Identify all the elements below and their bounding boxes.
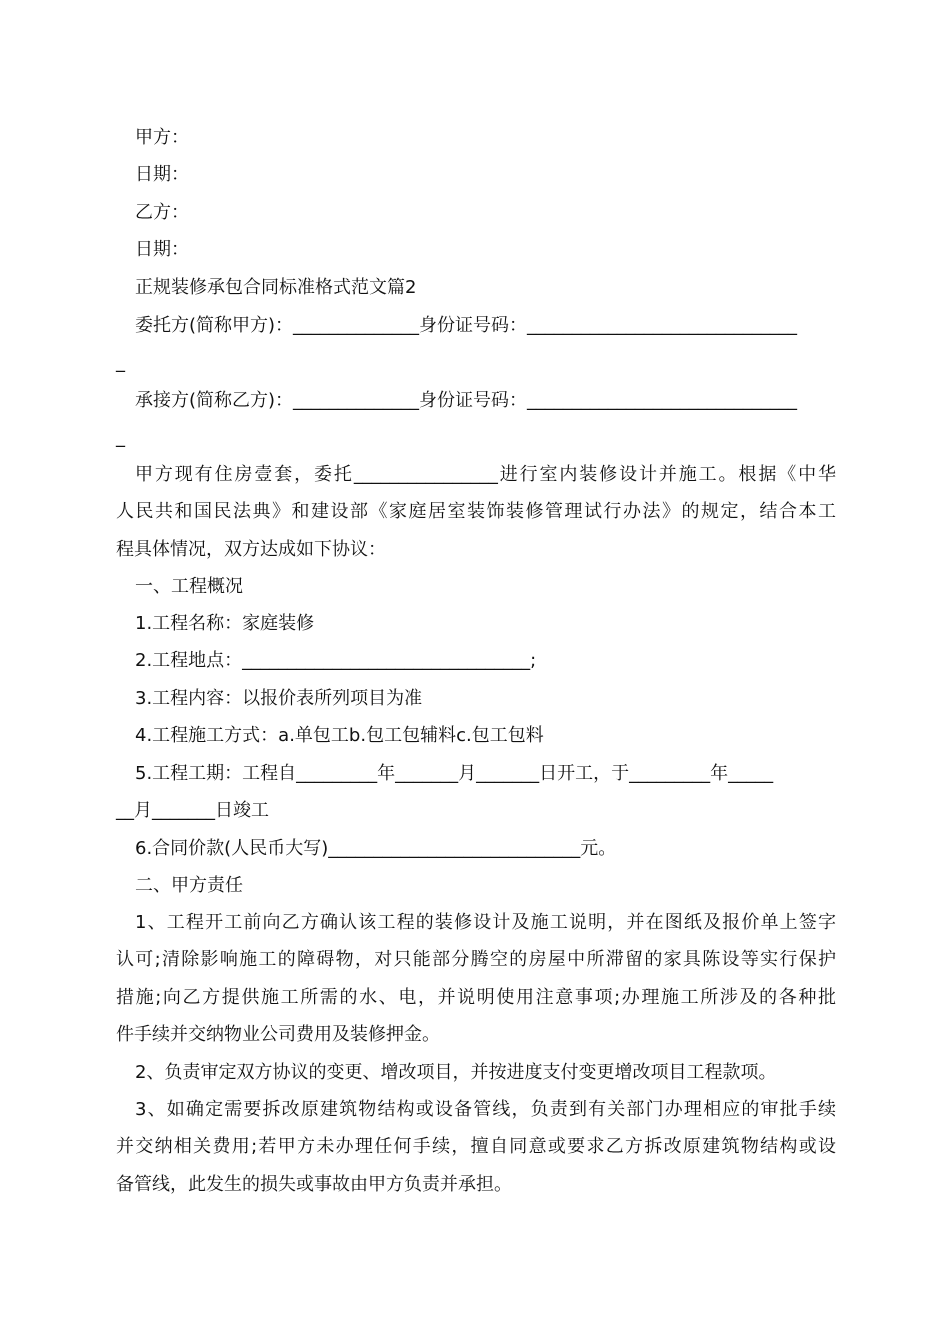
clause2: 2、负责审定双方协议的变更、增改项目，并按进度支付变更增改项目工程款项。 xyxy=(135,1062,777,1083)
section1-item: 1.工程名称：家庭装修 xyxy=(135,613,315,634)
clause1-line-3: 措施;向乙方提供施工所需的水、电，并说明使用注意事项;办理施工所涉及的各种批 xyxy=(116,987,836,1008)
section1-item: __月_______日竣工 xyxy=(116,800,269,821)
client-line: 委托方(简称甲方)：______________身份证号码：______________________________ xyxy=(135,315,798,336)
section1-item: 2.工程地点：________________________________; xyxy=(135,650,537,671)
date-label-2: 日期： xyxy=(135,239,189,260)
contractor-line-tail: _ xyxy=(116,427,125,448)
section1-item: 6.合同价款(人民币大写)____________________________元。 xyxy=(135,838,617,859)
section1-item: 5.工程工期：工程自_________年_______月_______日开工，于_________年_____ xyxy=(135,763,774,784)
clause1-line-1: 1、工程开工前向乙方确认该工程的装修设计及施工说明，并在图纸及报价单上签字 xyxy=(135,912,836,933)
clause3-line-2: 并交纳相关费用;若甲方未办理任何手续，擅自同意或要求乙方拆改原建筑物结构或设 xyxy=(116,1136,836,1157)
client-line-tail: _ xyxy=(116,352,125,373)
clause3-line-1: 3、如确定需要拆改原建筑物结构或设备管线，负责到有关部门办理相应的审批手续 xyxy=(135,1099,836,1120)
section1-item: 4.工程施工方式：a.单包工b.包工包辅料c.包工包料 xyxy=(135,725,544,746)
date-label-1: 日期： xyxy=(135,164,189,185)
clause1-line-4: 件手续并交纳物业公司费用及装修押金。 xyxy=(116,1024,440,1045)
contractor-line: 承接方(简称乙方)：______________身份证号码：______________________________ xyxy=(135,390,798,411)
party-b-label: 乙方： xyxy=(135,202,189,223)
clause1-line-2: 认可;清除影响施工的障碍物，对只能部分腾空的房屋中所滞留的家具陈设等实行保护 xyxy=(116,949,836,970)
intro-line-2: 人民共和国民法典》和建设部《家庭居室装饰装修管理试行办法》的规定，结合本工 xyxy=(116,501,836,522)
section2-heading: 二、甲方责任 xyxy=(135,875,243,896)
section1-item: 3.工程内容：以报价表所列项目为准 xyxy=(135,688,423,709)
party-a-label: 甲方： xyxy=(135,127,189,148)
intro-line-3: 程具体情况，双方达成如下协议： xyxy=(116,539,386,560)
clause3-line-3: 备管线，此发生的损失或事故由甲方负责并承担。 xyxy=(116,1174,512,1195)
document-title: 正规装修承包合同标准格式范文篇2 xyxy=(135,277,417,298)
intro-line-1: 甲方现有住房壹套，委托________________进行室内装修设计并施工。根据《中华 xyxy=(135,464,836,485)
section1-heading: 一、工程概况 xyxy=(135,576,243,597)
